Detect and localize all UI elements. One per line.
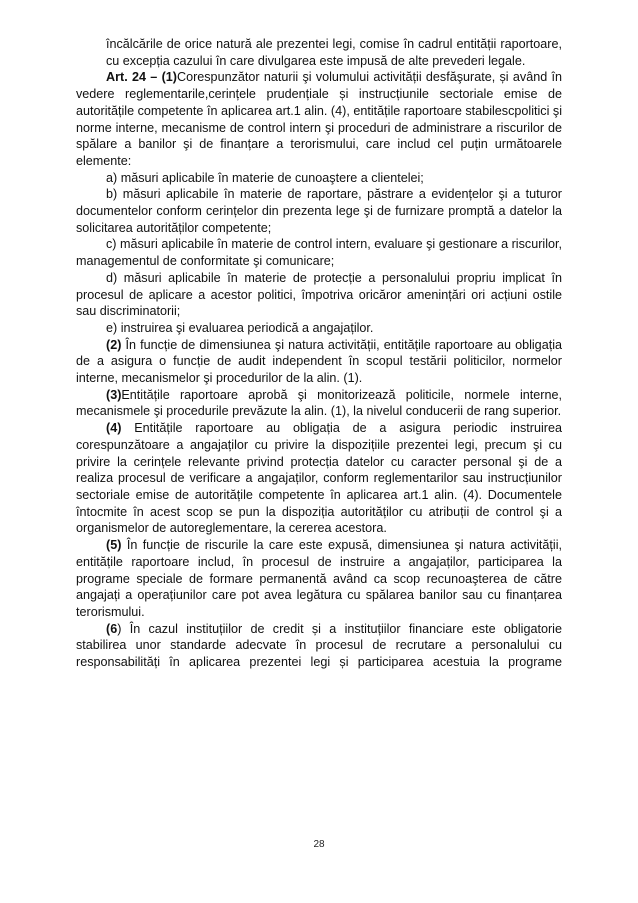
art24-heading: Art. 24 – (1) xyxy=(106,70,177,85)
paragraph-text: Entitățile raportoare aprobă şi monitorizează politicile, normele interne, mecanismele şi procedurile prevăzute la alin. (1), la nivelul conducerii de rang superior. xyxy=(76,387,562,419)
art24-paragraph-1 xyxy=(76,69,562,169)
paragraph-number: (5) xyxy=(106,538,122,553)
paragraph-text: În funcție de dimensiunea şi natura activității, entitățile raportoare au obligația de a asigura o funcție de audit independent în scopul testării politicilor, normelor interne, mecanismelor şi procedurilor de la alin. (1). xyxy=(76,337,562,386)
list-item-c: c) măsuri aplicabile în materie de control intern, evaluare şi gestionare a riscurilor, managementul de conformitate şi comunicare; xyxy=(76,237,562,269)
paragraph-number: (4) xyxy=(106,421,122,436)
paragraph-number: (3) xyxy=(106,387,122,402)
art24-paragraph-5 xyxy=(76,537,562,621)
page-number: 28 xyxy=(313,839,325,850)
paragraph-number: (2) xyxy=(106,337,122,352)
art24-paragraph-6 xyxy=(76,621,562,671)
art24-intro: Corespunzător naturii şi volumului activității desfăşurate, și având în vedere reglementarile,cerințele prudențiale și instrucțiunile sectoriale emise de autoritățile competente în aplicarea art.1 alin. (4), entitățile raportoare stabilescpolitici şi norme interne, mecanisme de control intern şi proceduri de administrare a riscurilor de spălare a banilor şi de finanțare a terorismului, care includ cel puțin următoarele elemente: xyxy=(76,70,562,168)
art24-paragraph-4 xyxy=(76,420,562,537)
list-item-d: d) măsuri aplicabile în materie de protecție a personalului propriu implicat în procesul de aplicare a acestor politici, împotriva oricăror amenințări ori acțiuni ostile sau discriminatorii; xyxy=(76,270,562,319)
document-body xyxy=(76,36,562,671)
continuation-paragraph: încălcările de orice natură ale prezentei legi, comise în cadrul entității raportoare, cu excepția cazului în care divulgarea este impusă de alte prevederi legale. xyxy=(106,37,562,68)
list-item-b: b) măsuri aplicabile în materie de raportare, păstrare a evidențelor şi a tuturor documentelor conform cerințelor din prezenta lege şi de furnizare promptă a datelor la solicitarea autorităților competente; xyxy=(76,187,562,235)
paragraph-text: În funcție de riscurile la care este expusă, dimensiunea şi natura activității, entitățile raportoare includ, în procesul de instruire a angajaților, participarea la programe speciale de formare permanentă având ca scop recunoaşterea de către angajați a operațiunilor care pot avea legătura cu spălarea banilor sau cu finanțarea terorismului. xyxy=(76,538,562,619)
list-item-e: e) instruirea şi evaluarea periodică a angajaților. xyxy=(106,320,374,335)
paragraph-number: (6 xyxy=(106,621,118,636)
paragraph-text: Entitățile raportoare au obligația de a asigura periodic instruirea corespunzătoare a angajaților cu privire la dispozițiile prezentei legi, precum şi cu privire la cerințele relevante privind protecția datelor cu caracter personal şi de a realiza procesul de verificare a angajaților, conform reglementarilor sau instrucțiunilor sectoriale emise de autoritățile competente în aplicarea art.1 alin. (4). Documentele întocmite în acest scop se pun la dispoziția autorităților cu atribuții de control şi a organismelor de autoreglementare, la cererea acestora. xyxy=(76,421,562,536)
list-item-a: a) măsuri aplicabile în materie de cunoaştere a clientelei; xyxy=(106,170,424,185)
art24-paragraph-2 xyxy=(76,337,562,387)
paragraph-text: ) În cazul instituțiilor de credit și a instituțiilor financiare este obligatorie stabilirea unor standarde adecvate în procesul de recrutare a personalului cu responsabilități în aplicarea prezentei legi și participarea acestuia la programe xyxy=(76,621,562,670)
art24-paragraph-3 xyxy=(76,387,562,420)
